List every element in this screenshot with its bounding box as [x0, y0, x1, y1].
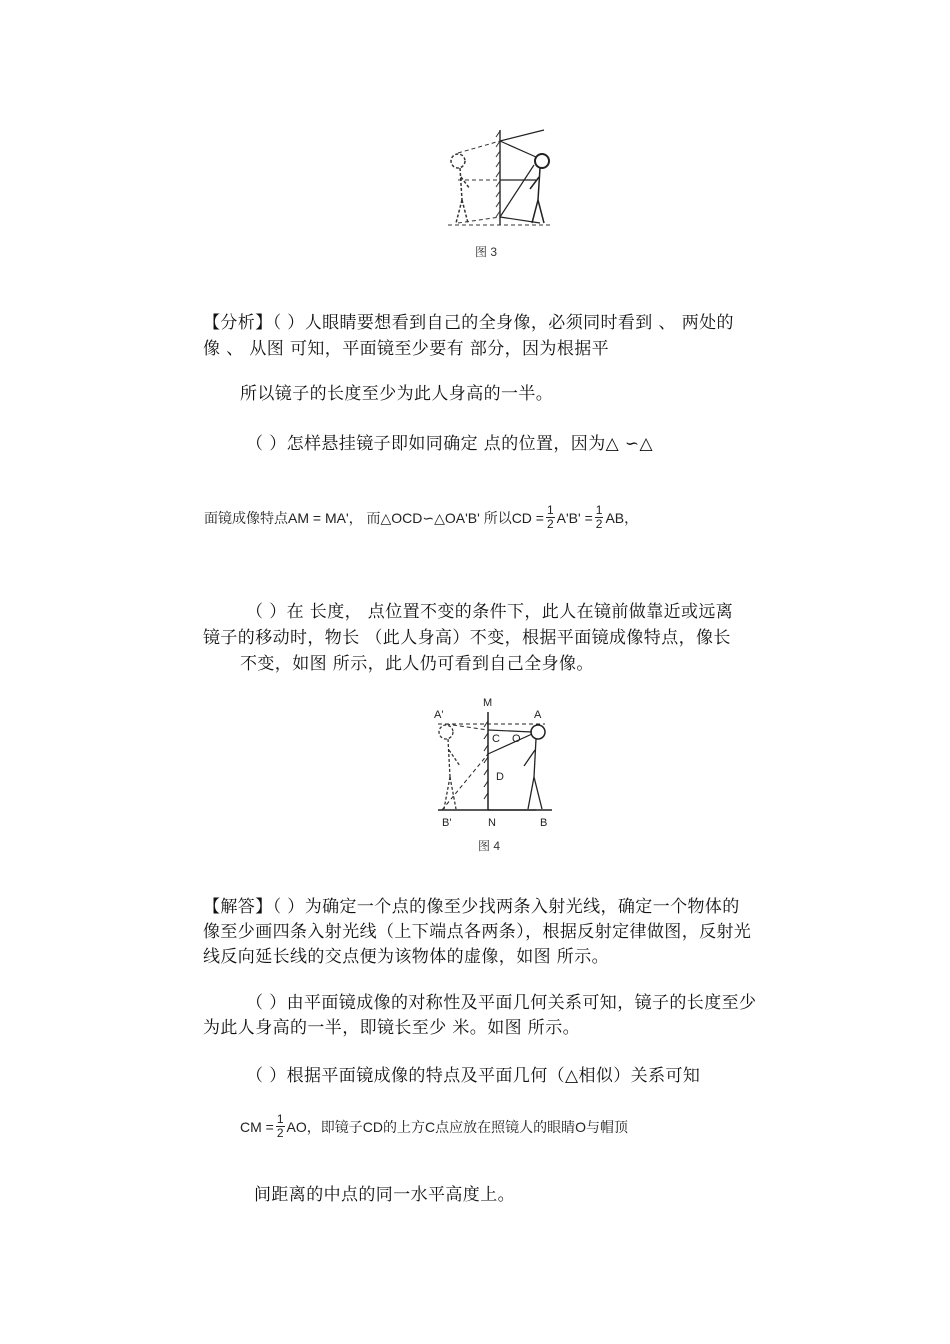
label-m: M	[483, 697, 493, 709]
formula-prefix: 面镜成像特点AM = MA'， 而△OCD∽△OA'B' 所以CD =	[204, 509, 544, 526]
answer-line-1: 【解答】（ ）为确定一个点的像至少找两条入射光线，确定一个物体的	[203, 897, 740, 917]
part3-line-1: （ ）在 长度， 点位置不变的条件下，此人在镜前做靠近或远离	[246, 602, 734, 622]
figure-4	[430, 692, 560, 857]
answer-formula-prefix: CM =	[240, 1118, 274, 1135]
figure-3-drawing	[440, 125, 560, 240]
part3-line-2: 镜子的移动时，物长 （此人身高）不变，根据平面镜成像特点，像长	[203, 628, 731, 648]
analysis-line-3: 所以镜子的长度至少为此人身高的一半。	[240, 384, 554, 404]
analysis-line-2: 像 、 从图 可知，平面镜至少要有 部分，因为根据平	[203, 339, 610, 359]
label-d: D	[496, 771, 504, 783]
answer-line-5: 为此人身高的一半，即镜长至少 米。如图 所示。	[203, 1018, 581, 1038]
label-n: N	[488, 817, 496, 829]
label-a: A	[534, 709, 542, 721]
answer-formula	[240, 1113, 628, 1140]
label-b: B	[540, 817, 548, 829]
analysis-line-4: （ ）怎样悬挂镜子即如同确定 点的位置，因为△ ∽△	[246, 434, 654, 454]
answer-line-4: （ ）由平面镜成像的对称性及平面几何关系可知，镜子的长度至少	[246, 993, 757, 1013]
answer-formula-suffix: AO，即镜子CD的上方C点应放在照镜人的眼睛O与帽顶	[286, 1118, 628, 1135]
answer-line-2: 像至少画四条入射光线（上下端点各两条），根据反射定律做图，反射光	[203, 922, 752, 942]
part3-line-3: 不变，如图 所示，此人仍可看到自己全身像。	[240, 654, 594, 674]
answer-fraction-numerator: 1	[276, 1112, 284, 1126]
fraction-half-2	[595, 504, 604, 531]
formula-mid: A'B' =	[556, 509, 593, 526]
answer-line-7: 间距离的中点的同一水平高度上。	[254, 1185, 515, 1205]
fraction-numerator-2: 1	[595, 503, 603, 517]
figure-4-caption: 图 4	[478, 839, 501, 853]
label-b-prime: B'	[442, 817, 452, 829]
figure-4-drawing	[430, 692, 560, 832]
formula-suffix: AB，	[605, 509, 639, 526]
fraction-half	[546, 504, 555, 531]
analysis-line-1: 【分析】（ ）人眼睛要想看到自己的全身像，必须同时看到 、 两处的	[203, 313, 734, 333]
answer-line-3: 线反向延长线的交点便为该物体的虚像，如图 所示。	[203, 947, 610, 967]
label-a-prime: A'	[434, 709, 444, 721]
figure-3	[440, 125, 560, 265]
answer-line-6: （ ）根据平面镜成像的特点及平面几何（△相似）关系可知	[246, 1066, 701, 1086]
figure-3-caption: 图 3	[475, 245, 498, 259]
label-o: O	[512, 733, 521, 745]
analysis-formula	[204, 504, 638, 531]
fraction-denominator: 2	[546, 517, 554, 531]
answer-fraction-half	[276, 1113, 285, 1140]
fraction-denominator-2: 2	[595, 517, 603, 531]
fraction-numerator: 1	[546, 503, 554, 517]
answer-fraction-denominator: 2	[276, 1126, 284, 1140]
label-c: C	[492, 733, 500, 745]
